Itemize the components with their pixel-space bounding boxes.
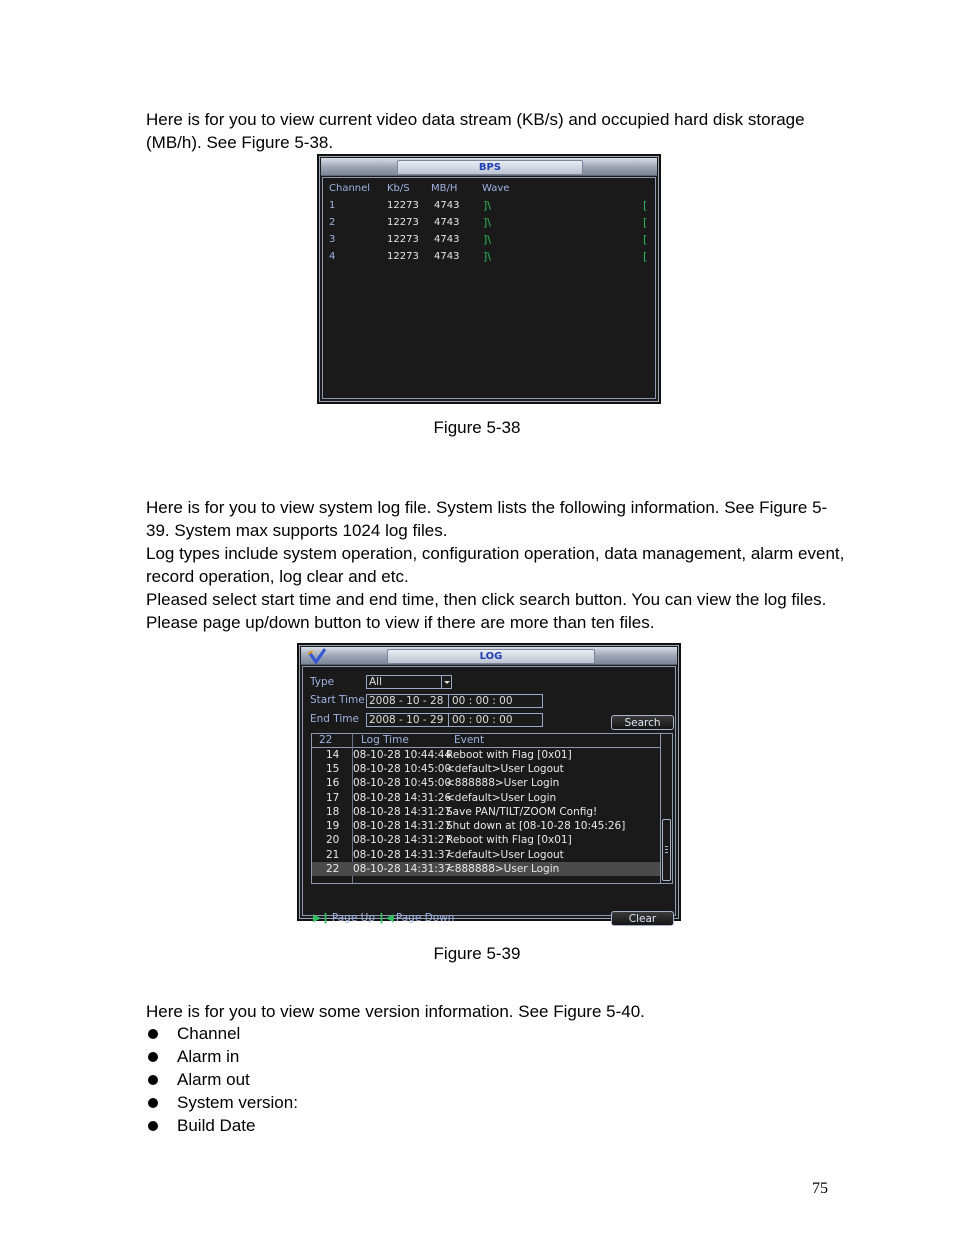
table-row[interactable] <box>312 776 660 790</box>
table-row[interactable] <box>312 762 660 776</box>
log-no: 14 <box>326 749 340 761</box>
end-date-value: 2008 - 10 - 29 <box>369 714 444 726</box>
log-time: 08-10-28 14:31:37 <box>353 863 452 875</box>
bullet-icon <box>148 1029 158 1039</box>
log-paragraph-1: Here is for you to view system log file. System lists the following information. See Figure 5-39. System max supports 1024 log files. <box>146 498 828 540</box>
bps-window <box>317 154 661 404</box>
list-item-label: System version: <box>177 1093 298 1112</box>
start-time-label: Start Time <box>310 694 365 706</box>
log-time: 08-10-28 14:31:26 <box>353 792 452 804</box>
log-event: Shut down at [08-10-28 10:45:26] <box>446 820 626 832</box>
bps-row <box>329 199 653 213</box>
page-number: 75 <box>812 1180 828 1197</box>
clear-button[interactable]: Clear <box>611 911 674 926</box>
figure-caption-5-38: Figure 5-38 <box>433 418 521 437</box>
version-intro-paragraph: Here is for you to view some version information. See Figure 5-40. <box>146 1002 645 1021</box>
log-time: 08-10-28 14:31:27 <box>353 806 452 818</box>
type-select-value: All <box>369 676 383 688</box>
wave-start-icon: ]\ <box>483 233 491 246</box>
bps-header-wave: Wave <box>482 183 510 194</box>
bps-kbs: 12273 <box>387 200 419 211</box>
bps-panel <box>322 177 656 399</box>
table-row[interactable] <box>312 791 660 805</box>
log-time: 08-10-28 10:45:00 <box>353 777 452 789</box>
bps-channel: 2 <box>329 217 336 228</box>
page-up-button[interactable] <box>313 912 375 924</box>
log-table <box>311 733 673 884</box>
dvr-logo-icon <box>307 648 327 664</box>
table-row[interactable] <box>312 819 660 833</box>
end-time-label: End Time <box>310 713 359 725</box>
bps-kbs: 12273 <box>387 251 419 262</box>
log-scrollbar[interactable] <box>660 734 672 883</box>
log-event: <default>User Login <box>446 792 557 804</box>
log-no: 20 <box>326 834 340 846</box>
bps-header-channel: Channel <box>329 183 371 194</box>
log-panel <box>302 666 676 925</box>
log-window <box>297 643 681 925</box>
bps-title-bar <box>321 158 657 176</box>
bullet-icon <box>148 1098 158 1108</box>
table-row-selected[interactable] <box>312 862 660 876</box>
log-paragraph-2: Log types include system operation, configuration operation, data management, alarm event, record operation, log clear and etc. <box>146 544 845 586</box>
bps-header-mbh: MB/H <box>431 183 458 194</box>
bps-mbh: 4743 <box>434 200 460 211</box>
log-count: 22 <box>319 734 333 746</box>
page-up-icon: ▶❙ <box>313 912 330 924</box>
wave-end-icon: [ <box>643 199 648 212</box>
grip-line <box>665 849 668 850</box>
start-time-value: 00 : 00 : 00 <box>452 695 513 707</box>
log-time: 08-10-28 14:31:27 <box>353 820 452 832</box>
bps-row <box>329 250 653 264</box>
bps-mbh: 4743 <box>434 217 460 228</box>
search-button[interactable]: Search <box>611 715 674 730</box>
type-select[interactable] <box>366 675 452 689</box>
bps-title: BPS <box>397 160 583 175</box>
log-no: 18 <box>326 806 340 818</box>
log-event: Reboot with Flag [0x01] <box>446 834 572 846</box>
log-no: 21 <box>326 849 340 861</box>
start-time-field[interactable] <box>366 694 543 708</box>
grip-line <box>665 846 668 847</box>
log-time: 08-10-28 14:31:27 <box>353 834 452 846</box>
log-event: Save PAN/TILT/ZOOM Config! <box>446 806 598 818</box>
list-item <box>146 1114 298 1137</box>
bullet-icon <box>148 1052 158 1062</box>
bps-row <box>329 216 653 230</box>
log-title-bar <box>301 647 677 665</box>
field-divider <box>448 695 449 707</box>
bullet-icon <box>148 1075 158 1085</box>
log-no: 19 <box>326 820 340 832</box>
bps-channel: 4 <box>329 251 336 262</box>
table-row[interactable] <box>312 805 660 819</box>
log-title: LOG <box>387 649 595 664</box>
figure-caption-5-39: Figure 5-39 <box>433 944 521 963</box>
bps-intro-paragraph: Here is for you to view current video data stream (KB/s) and occupied hard disk storage (MB/h). See Figure 5-38. <box>146 110 805 152</box>
list-item-label: Build Date <box>177 1116 256 1135</box>
log-no: 22 <box>326 863 340 875</box>
log-event: <888888>User Login <box>446 863 560 875</box>
page-up-label: Page Up <box>331 912 375 924</box>
wave-start-icon: ]\ <box>483 199 491 212</box>
list-item <box>146 1091 298 1114</box>
bps-channel: 1 <box>329 200 336 211</box>
scrollbar-thumb[interactable] <box>662 819 671 881</box>
version-info-list <box>146 1022 298 1137</box>
list-item <box>146 1068 298 1091</box>
table-row[interactable] <box>312 848 660 862</box>
log-event: <default>User Logout <box>446 763 564 775</box>
type-label: Type <box>310 676 335 688</box>
list-item <box>146 1022 298 1045</box>
table-row[interactable] <box>312 748 660 762</box>
wave-end-icon: [ <box>643 250 648 263</box>
log-time-header: Log Time <box>361 734 409 746</box>
wave-start-icon: ]\ <box>483 250 491 263</box>
bps-mbh: 4743 <box>434 234 460 245</box>
grip-line <box>665 852 668 853</box>
log-time: 08-10-28 14:31:37 <box>353 849 452 861</box>
log-no: 15 <box>326 763 340 775</box>
field-divider <box>448 714 449 726</box>
bps-row <box>329 233 653 247</box>
page-down-button[interactable] <box>377 912 454 924</box>
log-no: 16 <box>326 777 340 789</box>
log-table-header <box>312 734 660 748</box>
log-time: 08-10-28 10:44:44 <box>353 749 452 761</box>
chevron-down-icon[interactable] <box>441 676 451 688</box>
bps-kbs: 12273 <box>387 217 419 228</box>
page-down-label: Page Down <box>395 912 455 924</box>
page-down-icon: ❙◀ <box>377 912 394 924</box>
list-item-label: Alarm in <box>177 1047 240 1066</box>
bps-header-kbs: Kb/S <box>387 183 410 194</box>
bps-mbh: 4743 <box>434 251 460 262</box>
wave-start-icon: ]\ <box>483 216 491 229</box>
log-time: 08-10-28 10:45:00 <box>353 763 452 775</box>
bps-kbs: 12273 <box>387 234 419 245</box>
wave-end-icon: [ <box>643 216 648 229</box>
list-item-label: Channel <box>177 1024 241 1043</box>
log-event: <default>User Logout <box>446 849 564 861</box>
log-no: 17 <box>326 792 340 804</box>
bullet-icon <box>148 1121 158 1131</box>
list-item-label: Alarm out <box>177 1070 250 1089</box>
end-time-value: 00 : 00 : 00 <box>452 714 513 726</box>
list-item <box>146 1045 298 1068</box>
wave-end-icon: [ <box>643 233 648 246</box>
log-event: <888888>User Login <box>446 777 560 789</box>
log-event-header: Event <box>454 734 485 746</box>
end-time-field[interactable] <box>366 713 543 727</box>
log-paragraph-3: Pleased select start time and end time, then click search button. You can view the log files. Please page up/down button to view if there are more than ten files. <box>146 590 827 632</box>
log-event: Reboot with Flag [0x01] <box>446 749 572 761</box>
start-date-value: 2008 - 10 - 28 <box>369 695 444 707</box>
table-row[interactable] <box>312 833 660 847</box>
bps-channel: 3 <box>329 234 336 245</box>
